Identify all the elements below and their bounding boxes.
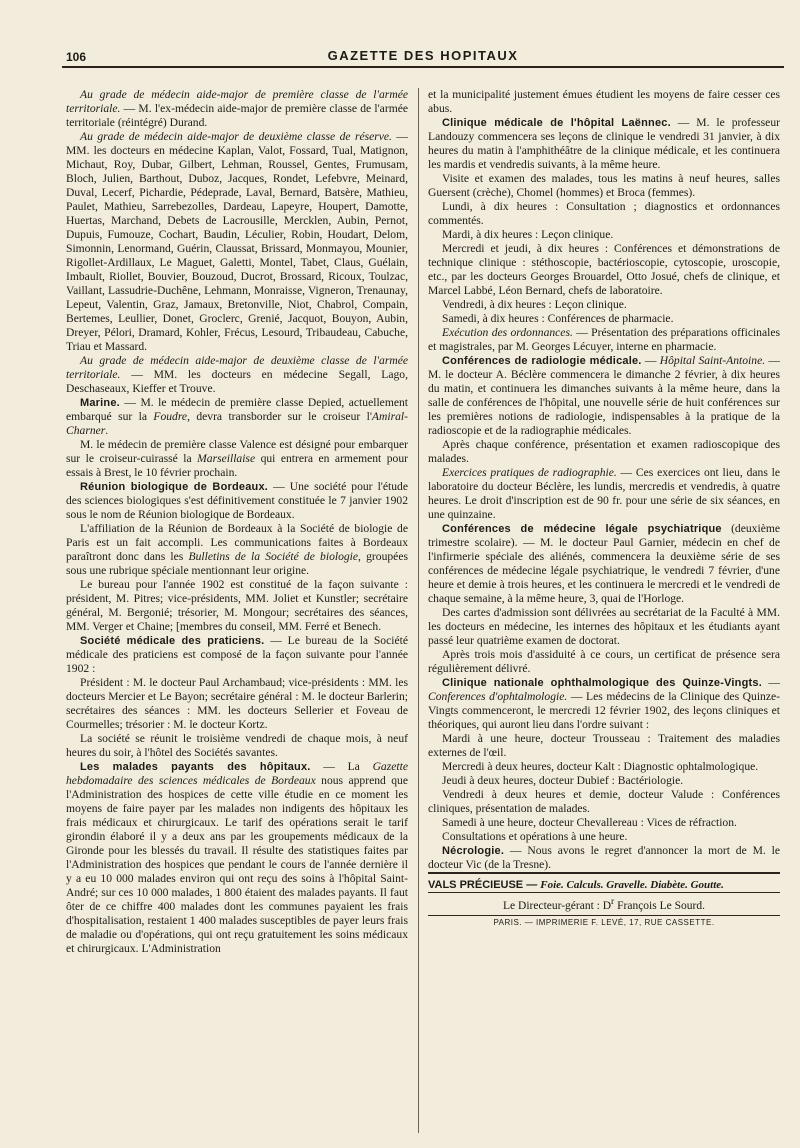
paragraph: L'affiliation de la Réunion de Bordeaux à la Société de biologie de Paris est un fait accompli. Les communications faites à Bordeaux paraîtront donc dans les Bulletins de la Société de biologie, groupées sous une rubrique spéciale mentionnant leur origine. (66, 522, 408, 577)
paragraph: Exécution des ordonnances. — Présentation des préparations officinales et magistrales, par M. Georges Lécuyer, interne en pharmacie. (428, 326, 781, 353)
right-column (428, 88, 780, 930)
paragraph: Vendredi, à dix heures : Leçon clinique. (442, 298, 627, 311)
advertisement: VALS PRÉCIEUSE — Foie. Calculs. Gravelle. Diabète. Goutte. (428, 872, 780, 892)
paragraph: Le bureau pour l'année 1902 est constitué de la façon suivante : président, M. Pitres; vice-présidents, MM. Joliet et Kunstler; secrétaire général, M. Bergonié; trésorier, M. Mongour; secrétaires des séances, MM. Verger et Chaine; [membres du conseil, MM. Ferré et Benech. (66, 578, 408, 633)
paragraph: Vendredi à deux heures et demie, docteur Valude : Conférences cliniques, présentation de malades. (428, 788, 780, 815)
paragraph: Président : M. le docteur Paul Archambaud; vice-présidents : MM. les docteurs Mercier et Le Bayon; secrétaire général : M. le docteur Barlerin; secrétaires des séances : MM. les docteurs Sellerier et Foveau de Courmelles; trésorier : M. le docteur Kortz. (66, 676, 408, 731)
journal-title: GAZETTE DES HOPITAUX (327, 48, 519, 63)
paragraph: Consultations et opérations à une heure. (442, 830, 628, 843)
paragraph: Visite et examen des malades, tous les matins à neuf heures, salles Guersent (crèche), Chomel (hommes) et Broca (femmes). (428, 172, 780, 199)
paragraph: Mercredi et jeudi, à dix heures : Conférences et démonstrations de technique clinique : stéthoscopie, bactérioscopie, cytoscopie, uroscopie, etc., par les docteurs Georges Brouardel, Otto Josué, chefs de clinique, et Marcel Labbé, Léon Bernard, chefs de laboratoire. (428, 242, 780, 297)
section-malades-payants: Les malades payants des hôpitaux. — La Gazette hebdomadaire des sciences médicales de Bordeaux nous apprend que l'Administration des hospices de cette ville étudie en ce moment les moyens de faire payer par les malades non indigents des hôpitaux les frais médicaux et chirurgicaux. Le tarif des opérations serait le tarif girondin élaboré il y a deux ans par les groupements médicaux de la Gironde pour les blessés du travail. Il résulte des statistiques faites par l'Administration des hospices que pendant le cours de l'année dernière il y a eu 10 000 malades environ qui ont reçu des soins à l'hôpital Saint-André; sur ces 10 000 malades, 1 800 étaient des malades payants. Il faut ôter de ce chiffre 400 malades dont les communes payaient les frais d'hospitalisation, restaient 1 400 malades susceptibles de payer leurs frais de maladie ou d'opérations, qui ont reçu gratuitement les soins médicaux et chirurgicaux. L'Administration (66, 760, 408, 955)
paragraph: Jeudi à deux heures, docteur Dubief : Bactériologie. (442, 774, 684, 787)
paragraph: Lundi, à dix heures : Consultation ; diagnostics et ordonnances commentés. (428, 200, 780, 227)
column-divider (418, 88, 419, 1133)
paragraph: Mercredi à deux heures, docteur Kalt : Diagnostic ophtalmologique. (442, 760, 759, 773)
paragraph: et la municipalité justement émues étudient les moyens de faire cesser ces abus. (428, 88, 780, 115)
paragraph: Mardi à une heure, docteur Trousseau : Traitement des maladies externes de l'œil. (428, 732, 780, 759)
paragraph: Au grade de médecin aide-major de première classe de l'armée territoriale. — M. l'ex-médecin aide-major de première classe de l'armée territoriale (réintégré) Durand. (66, 88, 408, 129)
section-medecine-legale: Conférences de médecine légale psychiatrique (deuxième trimestre scolaire). — M. le docteur Paul Garnier, médecin en chef de l'infirmerie spéciale des aliénés, commencera la deuxième série de ses conférences de médecine légale psychiatrique, le vendredi 7 février, d'une heure et demie à trois heures, et les continuera le mercredi et le vendredi de chaque semaine, à la même heure, 3, quai de l'Horloge. (428, 522, 781, 605)
left-column (66, 88, 408, 956)
section-marine: Marine. — M. le médecin de première classe Depied, actuellement embarqué sur la Foudre, devra transborder sur le croiseur l'Amiral-Charner. (66, 396, 408, 437)
printer-line: PARIS. — IMPRIMERIE F. LEVÉ, 17, RUE CASSETTE. (493, 917, 715, 927)
page-number: 106 (66, 50, 87, 64)
paragraph: Samedi, à dix heures : Conférences de pharmacie. (442, 312, 674, 325)
director-line: Le Directeur-gérant : $D^r$ François Le Sourd. (428, 892, 780, 916)
paragraph: Au grade de médecin aide-major de deuxième classe de réserve. — MM. les docteurs en médecine Kaplan, Valot, Fossard, Tual, Matignon, Michaut, Roy, Dubar, Gilbert, Lehman, Roussel, Gentes, Frumusam, Bloch, Julien, Barthout, Duboz, Jacques, Rondet, Lefebvre, Meinard, Duval, Lecerf, Pichardie, Pédeprade, Laval, Bernard, Batsère, Mathieu, Paulet, Mathieu, Sarrebezolles, Dardeau, Lapeyre, Houpert, Damotte, Huertas, Marchand, Debets de Lacrousille, Mercklen, Aubin, Pernot, Dupuis, Fumouze, Cochart, Baudin, Léculier, Robin, Houdart, Delom, Simonnin, Lenormand, Guérin, Claussat, Brissard, Monmayou, Mounier, Rigollet-Ardillaux, Le Maguet, Galetti, Montel, Tabet, Claus, Guélain, Imbault, Riollet, Bouvier, Bouzoud, Ducrot, Brossard, Ricoux, Toulzac, Vaillant, Lassudrie-Duchêne, Lehmann, Monraisse, Vigneron, Trenaunay, Lepeut, Valentin, Graz, Jamaux, Bretonville, Niot, Chabrol, Compain, Bertemes, Leullier, Donet, Groclerc, Grenié, Jacquot, Bouyon, Aubin, Dreyer, Pélori, Dramard, Kohler, Frécus, Lesourd, Tribaudeau, Cabuche, Triau et Massard. (66, 130, 408, 353)
paragraph: Au grade de médecin aide-major de deuxième classe de l'armée territoriale. — MM. les docteurs en médecine Segall, Lago, Deschaseaux, Kieffer et Trouve. (66, 354, 408, 395)
paragraph: Des cartes d'admission sont délivrées au secrétariat de la Faculté à MM. les docteurs en médecine, les internes des hôpitaux et les étudiants ayant passé leur quatrième examen de doctorat. (428, 606, 780, 647)
page-header (62, 44, 784, 68)
paragraph: Mardi, à dix heures : Leçon clinique. (442, 228, 614, 241)
section-quinze-vingts: Clinique nationale ophthalmologique des Quinze-Vingts. — Conferences d'ophtalmologie. — Les médecins de la Clinique des Quinze-Vingts commenceront, le mercredi 12 février 1902, des leçons cliniques et théoriques, qui auront lieu dans l'ordre suivant : (428, 676, 781, 731)
section-praticiens: Société médicale des praticiens. — Le bureau de la Société médicale des praticiens est composé de la façon suivante pour l'année 1902 : (66, 634, 408, 675)
paragraph: Samedi à une heure, docteur Chevallereau : Vices de réfraction. (442, 816, 737, 829)
paragraph: Exercices pratiques de radiographie. — Ces exercices ont lieu, dans le laboratoire du docteur Béclère, les lundis, mercredis et vendredis, à quatre heures. Le droit d'inscription est de 90 fr. pour une série de six séances, en une quinzaine. (428, 466, 780, 521)
section-laennec: Clinique médicale de l'hôpital Laënnec. — M. le professeur Landouzy commencera ses leçons de clinique le vendredi 31 janvier, à dix heures du matin à l'amphithéâtre de la clinique médicale, et les continuera les mardis et vendredis suivants, à la même heure. (428, 116, 780, 171)
paragraph: Après trois mois d'assiduité à ce cours, un certificat de présence sera régulièrement délivré. (428, 648, 780, 675)
paragraph: M. le médecin de première classe Valence est désigné pour embarquer sur le croiseur-cuirassé la Marseillaise qui entrera en armement pour essais à Brest, le 10 février prochain. (66, 438, 409, 479)
paragraph: Après chaque conférence, présentation et examen radioscopique des malades. (428, 438, 780, 465)
paragraph: La société se réunit le troisième vendredi de chaque mois, à neuf heures du soir, à l'hôtel des Sociétés savantes. (66, 732, 408, 759)
section-bordeaux: Réunion biologique de Bordeaux. — Une société pour l'étude des sciences biologiques s'est définitivement constituée le 7 janvier 1902 sous le nom de Réunion biologique de Bordeaux. (66, 480, 409, 521)
section-necrologie: Nécrologie. — Nous avons le regret d'annoncer la mort de M. le docteur Vic (de la Tresne). (428, 844, 780, 871)
section-radiologie: Conférences de radiologie médicale. — Hôpital Saint-Antoine. — M. le docteur A. Béclère commencera le dimanche 2 février, à dix heures du matin, et continuera les dimanches suivants à la même heure, dans la salle de conférences de l'hôpital, une nouvelle série de huit conférences sur les premières notions de radiologie, indispensables à la pratique de la radioscopie et de la radiographie médicales. (428, 354, 781, 437)
